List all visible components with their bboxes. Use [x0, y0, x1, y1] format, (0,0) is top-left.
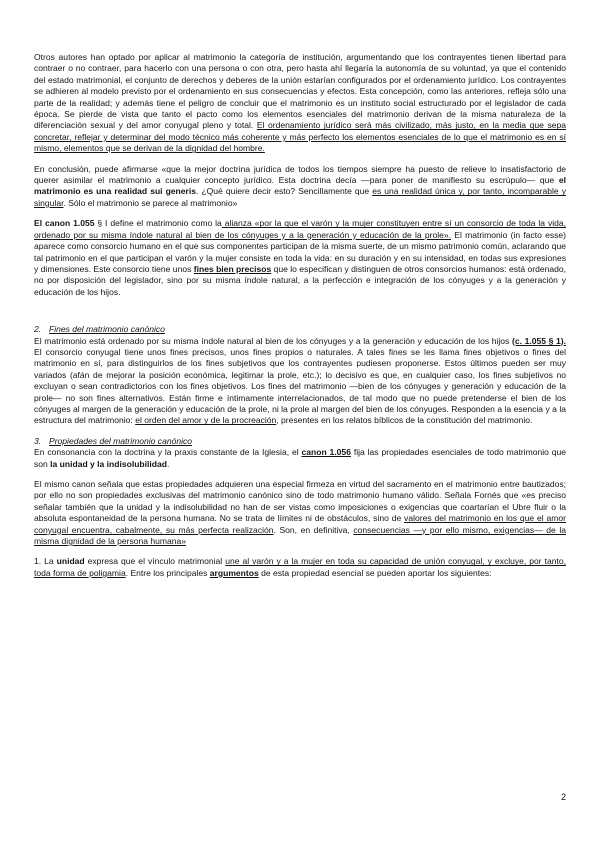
underlined-text: consecuencias —y por ello mismo, exigencias— de la misma dignidad de la persona humana»: [34, 524, 566, 547]
text-run: expresa que el vínculo matrimonial: [84, 556, 226, 567]
text-run: . Entre los principales: [125, 567, 210, 578]
section-number: 3.: [34, 435, 42, 446]
bold-text: El canon 1.055: [34, 218, 95, 229]
text-run: El consorcio conyugal tiene unos fines precisos, unos fines propios o naturales. A tales fines se les llama fines objetivos o fines del matrimonio en sí, para distinguirlos de los fines subjetivos que los contrayentes pudiesen proponerse. Estos últimos pueden ser muy variados (afán de mejorar la posición económica, legitimar la prole, etc.); lo decisivo es que, en cualquier caso, los fines subjetivos no excluyan o sean contradictorios con los fines objetivos. Los fines del matrimonio —bien de los cónyuges y generación y educación de la prole— no son fines alternativos. Están firme e íntimamente interrelacionados, de tal modo que no puede pretenderse el bien de los cónyuges al margen de la generación y educación de la prole, ni la prole al margen del bien de los cónyuges. Responden a la esencia y a la estructura del matrimonio:: [34, 346, 566, 426]
paragraph-institucion: [34, 52, 566, 155]
section-heading-fines: [34, 324, 566, 335]
page-number: 2: [560, 792, 566, 802]
page-content: [34, 52, 566, 579]
bold-underlined-text: argumentos: [209, 567, 259, 578]
paragraph-conclusion: [34, 164, 566, 210]
text-run: En conclusión, puede afirmarse «que la mejor doctrina jurídica de todos los tiempos siempre ha puesto de relieve lo insatisfactorio de querer asimilar el matrimonio a cualquier concepto jurídico. Esta doctrina decía —para poner de manifiesto su escrúpulo— que: [34, 163, 566, 186]
underlined-text: El ordenamiento jurídico será más civilizado, más justo, en la media que sepa concretar, reflejar y determinar del modo técnico más coherente y más perfecto los elementos esenciales de lo que el matrimonio es en sí mismo, elementos que se derivan de la dignidad del hombre.: [34, 120, 566, 154]
text-run: Otros autores han optado por aplicar al matrimonio la categoría de institución, argumentando que los contrayentes tienen libertad para contraer o no contraer, para hacerlo con una persona o con otra, pero hasta ahí llegaría la autonomía de su voluntad, ya que el contenido del estado matrimonial, el conjunto de derechos y deberes de la unión estarían configurados por el ordenamiento jurídico. Los contrayentes se adhieren al modelo previsto por el ordenamiento en sus consecuencias y efectos. Esta concepción, como las anteriores, refleja sólo una parte de la realidad; y además tiene el peligro de concluir que el matrimonio es un instituto social estructurado por el legislador de cada época. Se pierde de vista que tanto el pacto como los elementos esenciales del matrimonio derivan de la misma naturaleza de la diferenciación sexual y del amor conyugal pleno y total.: [34, 52, 566, 131]
paragraph-fines: [34, 336, 566, 427]
text-run: , presentes en los relatos bíblicos de la constitución del matrimonio.: [276, 415, 533, 426]
underlined-text: une al varón y a la mujer en toda su capacidad de unión conyugal, y excluye, por tanto, toda forma de poligamia: [34, 556, 567, 578]
text-run: . Son, en definitiva,: [273, 524, 354, 535]
bold-text: unidad: [56, 556, 85, 567]
paragraph-unidad: [34, 556, 566, 579]
paragraph-propiedades: [34, 447, 566, 470]
underlined-text: alianza «por la que el varón y la mujer constituyen entre sí un consorcio de toda la vida, ordenado por su misma índole natural al bien de los cónyuges y a la generación y educación de la prole».: [34, 218, 566, 240]
text-run: El matrimonio (in facto esse) aparece como consorcio humano en el que sus componentes participan de la misma suerte, de un mismo patrimonio común, aclarando que tal patrimonio en el que participan el varón y la mujer consiste en toda la vida: en su duración y en su intensidad, en todas sus expresiones y dimensiones. Este consorcio tiene unos: [34, 229, 567, 274]
section-title: Propiedades del matrimonio canónico: [49, 435, 193, 446]
section-number: 2.: [34, 324, 42, 335]
text-run: . Sólo el matrimonio se parece al matrimonio»: [63, 197, 238, 208]
paragraph-canon-1055: [34, 218, 566, 298]
section-title: Fines del matrimonio canónico: [49, 324, 165, 335]
text-run: 1. La: [34, 556, 57, 567]
text-run: de esta propiedad esencial se pueden aportar los siguientes:: [258, 567, 492, 578]
bold-text: el matrimonio es una realidad sui generis: [34, 175, 566, 197]
text-run: .: [166, 458, 170, 469]
section-heading-propiedades: [34, 436, 566, 447]
bold-underlined-text: canon 1.056: [301, 447, 351, 458]
bold-underlined-text: fines bien precisos: [193, 263, 272, 274]
text-run: En consonancia con la doctrina y la praxis constante de la Iglesia, el: [34, 447, 302, 458]
paragraph-fornes: [34, 479, 566, 547]
text-run: . ¿Qué quiere decir esto? Sencillamente que: [195, 186, 373, 197]
bold-text: la unidad y la indisolubilidad: [50, 458, 167, 469]
text-run: que lo especifican y distinguen de otros consorcios humanos: está ordenado, no por disposición del legislador, sino por su misma índole natural, a la perfección e integración de los cónyuges y a la generación y educación de los hijos.: [34, 263, 566, 297]
underlined-text: es una realidad única y, por tanto, incomparable y singular: [34, 186, 566, 208]
text-run: § I define el matrimonio como la: [94, 218, 222, 229]
bold-underlined-text: (c. 1.055 § 1).: [511, 335, 567, 346]
text-run: fija las propiedades esenciales de todo matrimonio que son: [34, 447, 567, 469]
underlined-text: el orden del amor y de la procreación: [135, 415, 277, 426]
text-run: El mismo canon señala que estas propiedades adquieren una especial firmeza en virtud del sacramento en el matrimonio entre bautizados; por ello no son propiedades exclusivas del matrimonio canónico sino de todo matrimonio humano válido. Señala Fornés que «es preciso señalar también que la unidad y la indisolubilidad no han de ser vistas como imposiciones o exigencias que coartarían el Ubre fluir o la absoluta espontaneidad de la persona humana. No se trata de límites ni de obstáculos, sino de: [34, 479, 566, 524]
text-run: El matrimonio está ordenado por su misma índole natural al bien de los cónyuges y a la generación y educación de los hijos: [34, 335, 512, 346]
underlined-text: valores del matrimonio en los que el amor conyugal encuentra, cabalmente, su más perfecta realización: [34, 513, 567, 535]
